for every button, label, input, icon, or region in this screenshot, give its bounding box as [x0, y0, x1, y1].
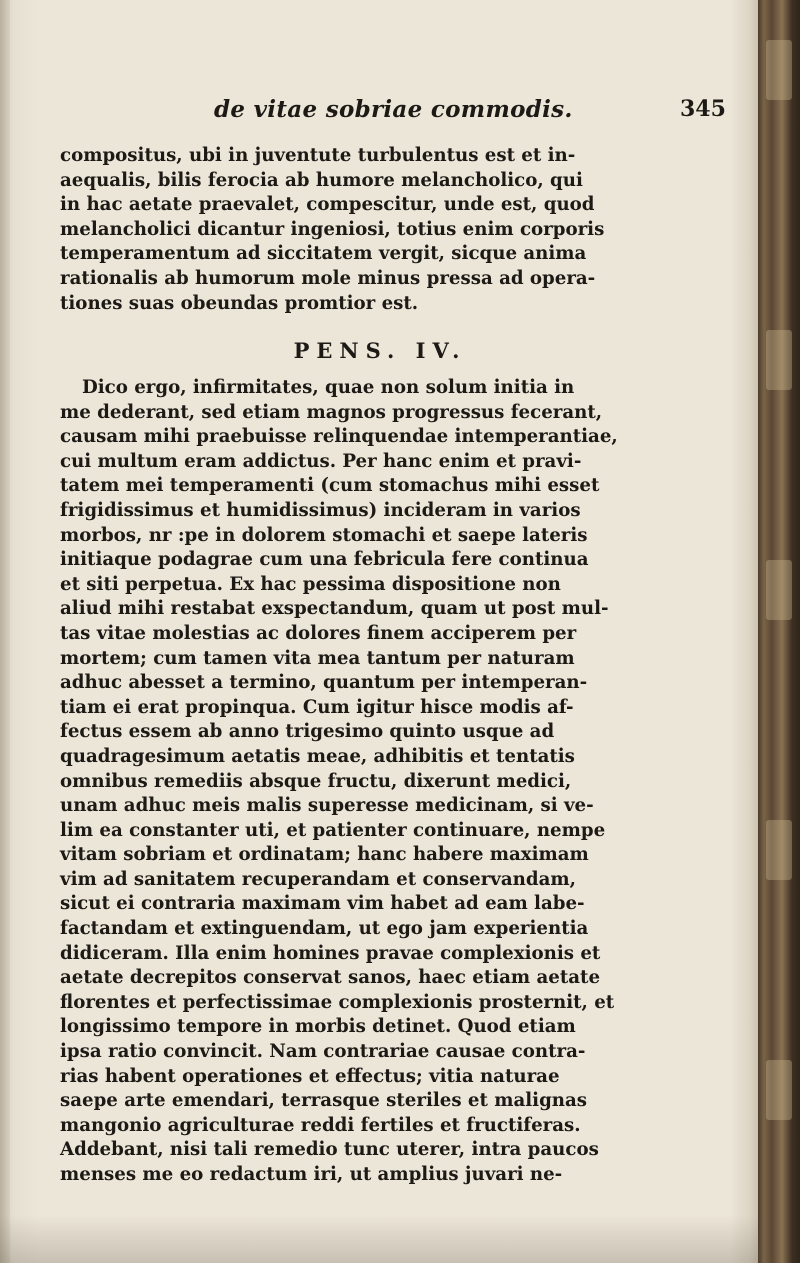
- spine-decoration: [766, 820, 792, 880]
- section-heading: PENS. IV.: [293, 338, 467, 363]
- spine-decoration: [766, 40, 792, 100]
- text-line: saepe arte emendari, terrasque steriles et malignas: [60, 1090, 588, 1112]
- text-line: menses me eo redactum iri, ut amplius juvari ne-: [60, 1164, 563, 1185]
- text-line: mangonio agriculturae reddi fertiles et fructiferas.: [60, 1114, 581, 1136]
- text-line: in hac aetate praevalet, compescitur, unde est, quod: [60, 194, 595, 216]
- text-line: fectus essem ab anno trigesimo quinto usque ad: [60, 721, 555, 743]
- text-line: frigidissimus et humidissimus) incideram in varios: [60, 499, 581, 521]
- text-line: temperamentum ad siccitatem vergit, sicque anima: [60, 243, 587, 265]
- text-line: et siti perpetua. Ex hac pessima dispositione non: [60, 573, 561, 595]
- text-line: initiaque podagrae cum una febricula fere continua: [60, 549, 589, 571]
- page-number: 345: [680, 96, 726, 122]
- text-line: factandam et extinguendam, ut ego jam experientia: [60, 918, 589, 940]
- text-line: aetate decrepitos conservat sanos, haec etiam aetate: [60, 967, 601, 989]
- page-bottom-shadow: [0, 1215, 760, 1263]
- text-line: cui multum eram addictus. Per hanc enim et pravi-: [60, 450, 582, 472]
- text-line: rationalis ab humorum mole minus pressa ad opera-: [60, 267, 596, 289]
- spine-decoration: [766, 330, 792, 390]
- text-line: sicut ei contraria maximam vim habet ad eam labe-: [60, 893, 585, 915]
- text-line: tiones suas obeundas promtior est.: [60, 292, 419, 314]
- text-line: omnibus remediis absque fructu, dixerunt medici,: [60, 770, 572, 792]
- text-line: Dico ergo, infirmitates, quae non solum initia in: [82, 377, 575, 398]
- paragraph-1: [60, 144, 736, 316]
- text-line: morbos, nr :pe in dolorem stomachi et saepe lateris: [60, 524, 588, 546]
- text-line: mortem; cum tamen vita mea tantum per naturam: [60, 647, 575, 669]
- spine-decoration: [766, 560, 792, 620]
- text-line: aequalis, bilis ferocia ab humore melancholico, qui: [60, 169, 583, 191]
- text-line: Addebant, nisi tali remedio tunc uterer, intra paucos: [60, 1139, 599, 1161]
- text-line: longissimo tempore in morbis detinet. Quod etiam: [60, 1016, 576, 1038]
- text-line: vitam sobriam et ordinatam; hanc habere maximam: [60, 844, 589, 866]
- text-line: causam mihi praebuisse relinquendae intemperantiae,: [60, 426, 618, 448]
- text-line: tatem mei temperamenti (cum stomachus mihi esset: [60, 475, 600, 497]
- text-line: rias habent operationes et effectus; vitia naturae: [60, 1065, 560, 1087]
- text-line: florentes et perfectissimae complexionis prosternit, et: [60, 991, 615, 1013]
- text-line: unam adhuc meis malis superesse medicinam, si ve-: [60, 795, 594, 817]
- text-line: tiam ei erat propinqua. Cum igitur hisce modis af-: [60, 696, 574, 718]
- paragraph-2: [60, 376, 736, 1188]
- running-title: de vitae sobriae commodis.: [214, 96, 573, 123]
- text-line: quadragesimum aetatis meae, adhibitis et tentatis: [60, 745, 575, 767]
- text-line: tas vitae molestias ac dolores finem acciperem per: [60, 622, 577, 644]
- text-line: vim ad sanitatem recuperandam et conservandam,: [60, 868, 576, 890]
- text-line: ipsa ratio convincit. Nam contrariae causae contra-: [60, 1041, 586, 1063]
- text-line: melancholici dicantur ingeniosi, totius enim corporis: [60, 218, 605, 240]
- text-line: didiceram. Illa enim homines pravae complexionis et: [60, 942, 601, 964]
- text-line: aliud mihi restabat exspectandum, quam ut post mul-: [60, 598, 609, 620]
- text-line: adhuc abesset a termino, quantum per intemperan-: [60, 672, 588, 694]
- page-gutter: [0, 0, 10, 1263]
- spine-decoration: [766, 1060, 792, 1120]
- text-line: me dederant, sed etiam magnos progressus fecerant,: [60, 401, 603, 423]
- text-line: lim ea constanter uti, et patienter continuare, nempe: [60, 819, 606, 841]
- book-spine: [758, 0, 800, 1263]
- text-line: compositus, ubi in juventute turbulentus est et in-: [60, 145, 576, 166]
